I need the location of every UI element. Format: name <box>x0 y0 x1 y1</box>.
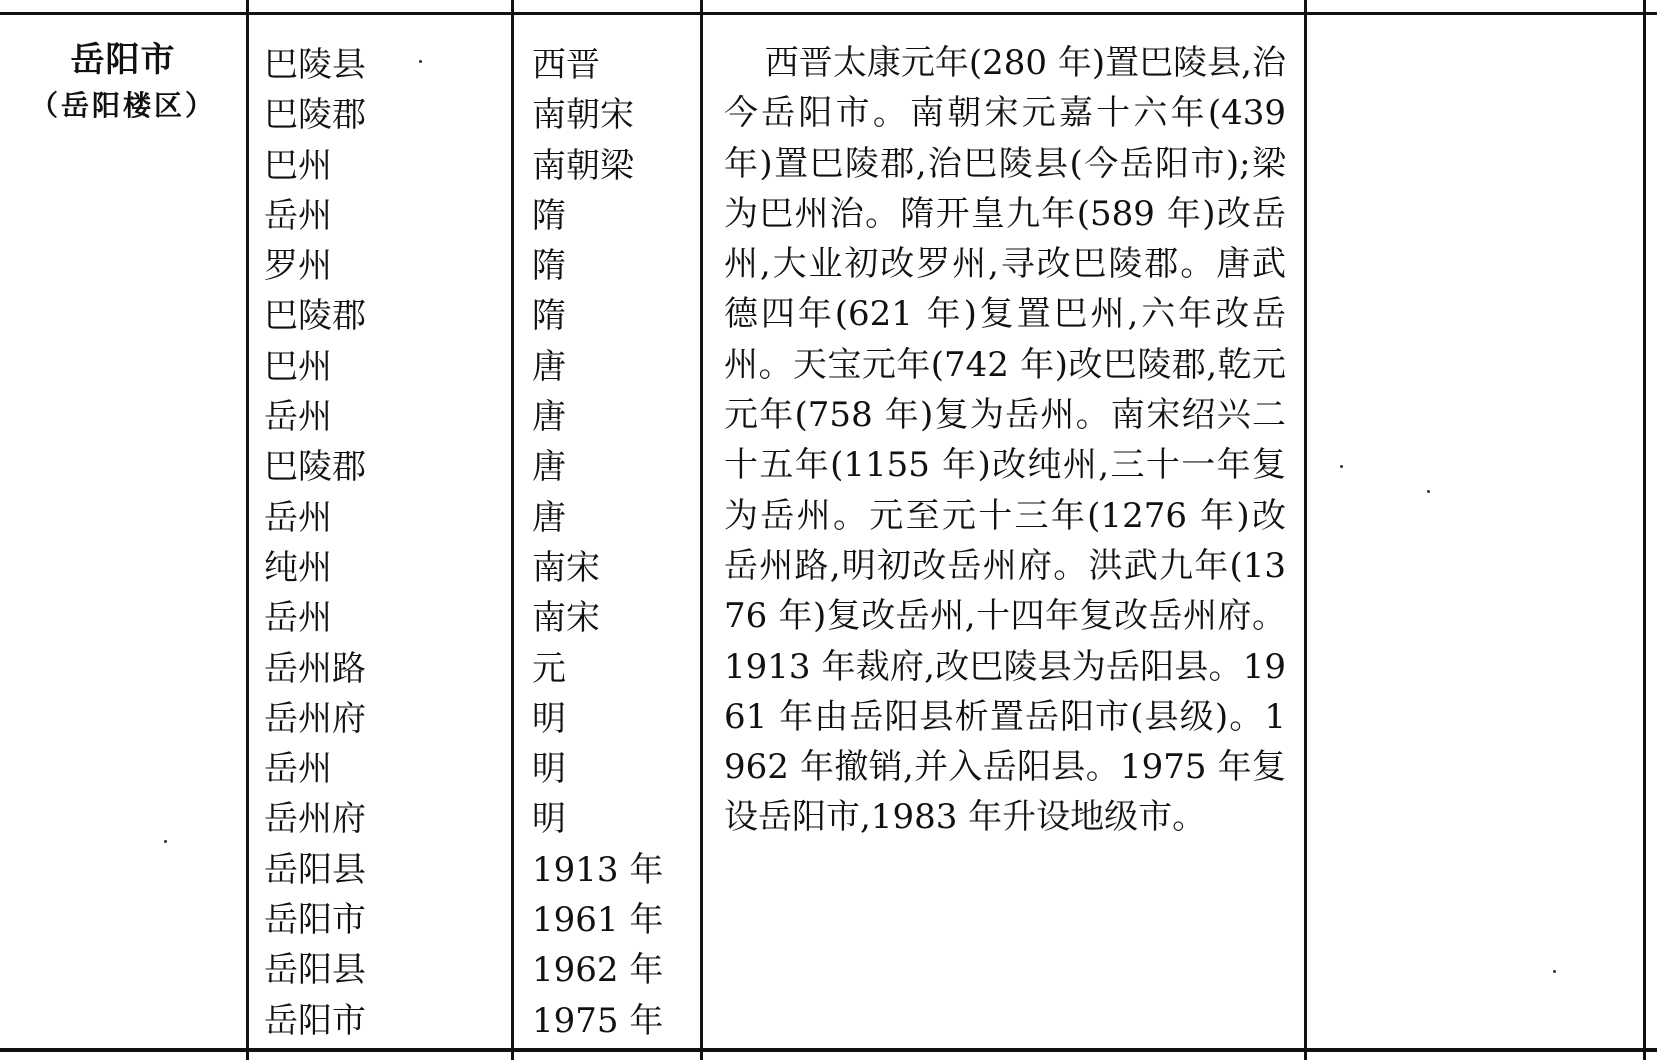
scan-speck <box>1427 490 1430 493</box>
historical-era: 南宋 <box>532 598 600 639</box>
historical-name: 岳阳市 <box>264 900 366 941</box>
historical-era: 1913 年 <box>532 849 664 890</box>
place-name: 岳阳市 <box>70 40 176 80</box>
historical-name: 岳州 <box>264 598 332 639</box>
historical-era: 明 <box>532 698 566 739</box>
historical-era: 明 <box>532 799 566 840</box>
historical-name: 岳阳县 <box>264 849 366 890</box>
historical-name: 岳州府 <box>264 799 366 840</box>
historical-era: 南朝梁 <box>532 145 634 186</box>
scan-speck <box>164 840 167 843</box>
historical-era: 元 <box>532 648 566 689</box>
historical-name: 岳州 <box>264 397 332 438</box>
scan-speck <box>419 60 422 63</box>
column-divider-5 <box>1643 0 1646 1060</box>
column-divider-3 <box>700 0 703 1060</box>
historical-era: 1962 年 <box>532 950 664 991</box>
historical-name: 巴陵郡 <box>264 447 366 488</box>
historical-name: 岳州 <box>264 195 332 236</box>
historical-era: 唐 <box>532 346 566 387</box>
scan-speck <box>1340 465 1343 468</box>
historical-era: 1961 年 <box>532 900 664 941</box>
historical-era: 隋 <box>532 296 566 337</box>
historical-era: 西晋 <box>532 45 600 85</box>
historical-era: 明 <box>532 749 566 790</box>
historical-era: 唐 <box>532 497 566 538</box>
historical-era: 隋 <box>532 195 566 236</box>
historical-name: 岳阳市 <box>264 1000 366 1041</box>
scan-speck <box>1553 970 1556 973</box>
historical-era: 南朝宋 <box>532 95 634 136</box>
historical-name: 罗州 <box>264 246 332 287</box>
historical-name: 巴州 <box>264 346 332 387</box>
historical-era: 隋 <box>532 246 566 287</box>
place-cell <box>0 36 246 128</box>
historical-era: 1975 年 <box>532 1000 664 1041</box>
history-notes: 西晋太康元年(280 年)置巴陵县,治今岳阳市。南朝宋元嘉十六年(439 年)置巴陵郡,治巴陵县(今岳阳市);梁为巴州治。隋开皇九年(589 年)改岳州,大业初改罗州,寻改巴陵郡。唐武德四年(621 年)复置巴州,六年改岳州。天宝元年(742 年)改巴陵郡,乾元元年(758 年)复为岳州。南宋绍兴二十五年(1155 年)改纯州,三十一年复为岳州。元至元十三年(1276 年)改岳州路,明初改岳州府。洪武九年(1376 年)复改岳州,十四年复改岳州府。1913 年裁府,改巴陵县为岳阳县。1961 年由岳阳县析置岳阳市(县级)。1962 年撤销,并入岳阳县。1975 年复设岳阳市,1983 年升设地级市。 <box>724 43 1286 838</box>
historical-era: 唐 <box>532 397 566 438</box>
historical-eras-column <box>532 40 692 1046</box>
historical-name: 岳州府 <box>264 698 366 739</box>
column-divider-4 <box>1304 0 1307 1060</box>
historical-name: 巴陵郡 <box>264 95 366 136</box>
historical-names-column <box>264 40 504 1046</box>
historical-name: 纯州 <box>264 547 332 588</box>
historical-name: 巴州 <box>264 145 332 186</box>
historical-era: 唐 <box>532 447 566 488</box>
historical-name: 巴陵郡 <box>264 296 366 337</box>
place-subtitle: （岳阳楼区） <box>29 89 216 122</box>
historical-name: 岳州路 <box>264 648 366 689</box>
column-divider-1 <box>246 0 249 1060</box>
column-divider-2 <box>511 0 514 1060</box>
historical-name: 巴陵县 <box>264 45 366 85</box>
historical-era: 南宋 <box>532 547 600 588</box>
historical-name: 岳阳县 <box>264 950 366 991</box>
historical-name: 岳州 <box>264 749 332 790</box>
historical-name: 岳州 <box>264 497 332 538</box>
